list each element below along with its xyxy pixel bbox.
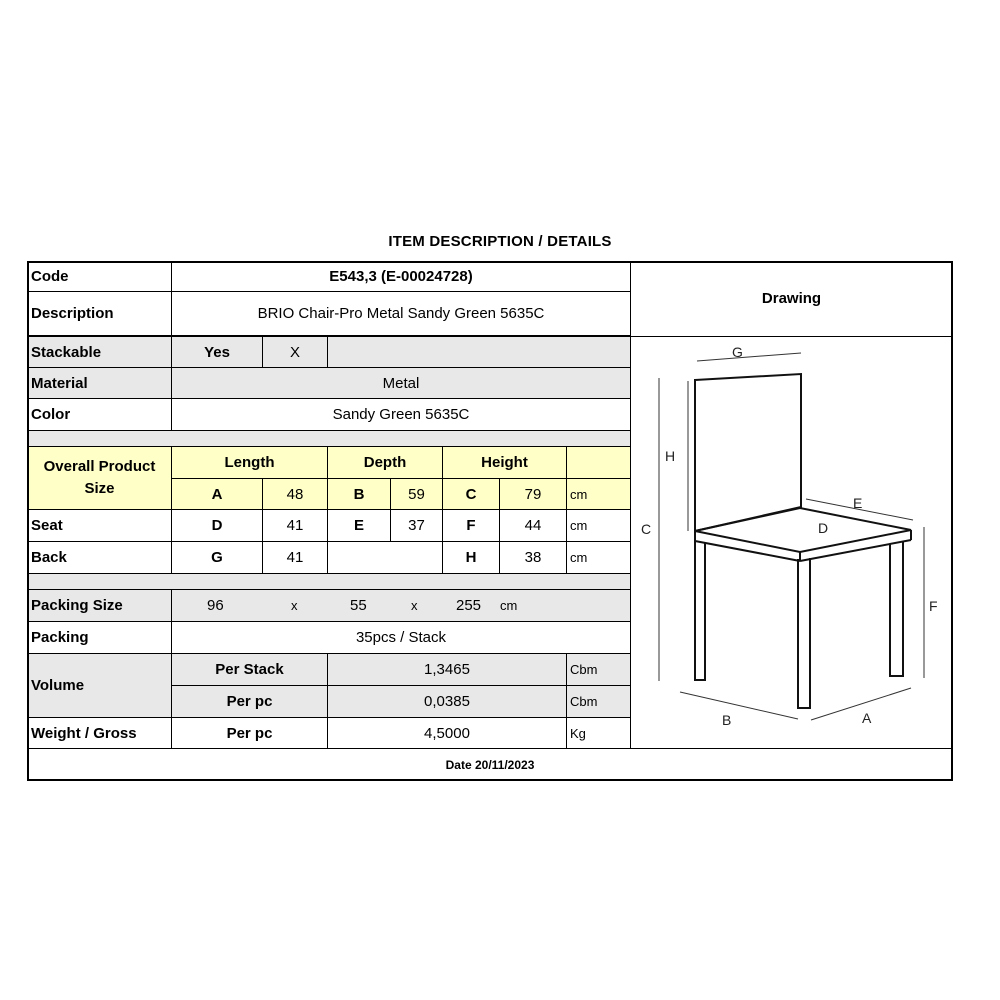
back-empty-cell <box>327 541 443 574</box>
dim-g-label: G <box>171 541 263 574</box>
stackable-answer: Yes <box>171 336 263 368</box>
dim-h-value: 38 <box>499 541 567 574</box>
overall-unit: cm <box>566 478 631 510</box>
packing-label: Packing <box>27 621 172 654</box>
depth-header: Depth <box>327 446 443 479</box>
dim-h-label: H <box>442 541 500 574</box>
date-footer: Date 20/11/2023 <box>27 748 953 781</box>
back-label: Back <box>27 541 172 574</box>
spacer-row <box>27 430 631 447</box>
weight-label: Weight / Gross <box>27 717 172 749</box>
dim-c-value: 79 <box>499 478 567 510</box>
volume-per-stack-label: Per Stack <box>171 653 328 686</box>
spacer-row <box>27 573 631 590</box>
packing-size-length: 96 <box>207 597 224 614</box>
dim-a-value: 48 <box>262 478 328 510</box>
volume-per-pc-label: Per pc <box>171 685 328 718</box>
dim-c-label: C <box>442 478 500 510</box>
dim-d-label: D <box>171 509 263 542</box>
packing-size-height: 255 <box>456 597 482 614</box>
weight-value: 4,5000 <box>327 717 567 749</box>
packing-size-x1: x <box>291 598 298 613</box>
overall-size-label: Overall Product Size <box>27 446 172 510</box>
material-value: Metal <box>171 367 631 399</box>
length-header: Length <box>171 446 328 479</box>
volume-label: Volume <box>27 653 172 718</box>
header-empty-cell <box>566 446 631 479</box>
dim-g-value: 41 <box>262 541 328 574</box>
dim-line-a <box>811 688 911 720</box>
description-value: BRIO Chair-Pro Metal Sandy Green 5635C <box>171 291 631 336</box>
packing-size-width: 55 <box>350 597 367 614</box>
packing-size-cell <box>171 589 631 622</box>
seat-unit: cm <box>566 509 631 542</box>
sheet-title: ITEM DESCRIPTION / DETAILS <box>388 233 612 250</box>
code-label: Code <box>27 261 172 292</box>
dim-b-label: B <box>327 478 391 510</box>
back-unit: cm <box>566 541 631 574</box>
dim-label-h: H <box>665 448 676 464</box>
packing-size-label: Packing Size <box>27 589 172 622</box>
material-label: Material <box>27 367 172 399</box>
packing-size-unit: cm <box>500 598 518 613</box>
description-label: Description <box>27 291 172 336</box>
chair-drawing <box>631 336 953 748</box>
drawing-header: Drawing <box>630 261 953 337</box>
dim-f-label: F <box>442 509 500 542</box>
volume-per-pc-unit: Cbm <box>566 685 631 718</box>
stackable-label: Stackable <box>27 336 172 368</box>
dim-e-label: E <box>327 509 391 542</box>
stackable-mark: X <box>262 336 328 368</box>
dim-f-value: 44 <box>499 509 567 542</box>
chair-leg-front-left <box>695 541 705 680</box>
dim-label-g: G <box>732 344 743 360</box>
dim-label-f: F <box>929 598 938 614</box>
stackable-empty-cell <box>327 336 631 368</box>
weight-unit: Kg <box>566 717 631 749</box>
dim-line-b <box>680 692 798 719</box>
dim-d-value: 41 <box>262 509 328 542</box>
seat-label: Seat <box>27 509 172 542</box>
weight-per-pc-label: Per pc <box>171 717 328 749</box>
color-label: Color <box>27 398 172 431</box>
height-header: Height <box>442 446 567 479</box>
volume-per-stack-value: 1,3465 <box>327 653 567 686</box>
dim-a-label: A <box>171 478 263 510</box>
chair-leg-front-right <box>798 558 810 708</box>
dim-label-e: E <box>853 495 863 511</box>
packing-value: 35pcs / Stack <box>171 621 631 654</box>
chair-backrest <box>695 374 801 531</box>
dim-e-value: 37 <box>390 509 443 542</box>
color-value: Sandy Green 5635C <box>171 398 631 431</box>
chair-leg-back-right <box>890 542 903 676</box>
packing-size-x2: x <box>411 598 418 613</box>
volume-per-stack-unit: Cbm <box>566 653 631 686</box>
dim-b-value: 59 <box>390 478 443 510</box>
dim-label-a: A <box>862 710 872 726</box>
dim-label-d: D <box>818 520 829 536</box>
code-value: E543,3 (E-00024728) <box>171 261 631 292</box>
dim-label-c: C <box>641 521 652 537</box>
dim-label-b: B <box>722 712 732 728</box>
volume-per-pc-value: 0,0385 <box>327 685 567 718</box>
dim-line-g <box>697 353 801 361</box>
